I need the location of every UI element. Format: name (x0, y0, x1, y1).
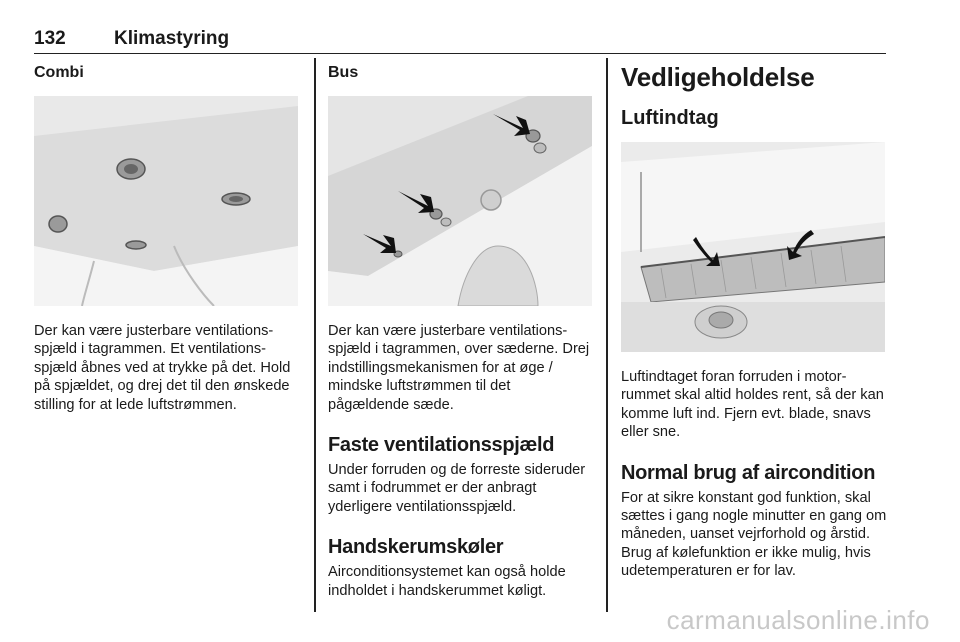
bus-description: Der kan være justerbare ventilationsspjæld i tagrammen, over sæderne. Drej indstillingsmekanismen for at øge / mindske luftstrømmen til det pågældende sæde. (328, 323, 590, 413)
glovebox-cooler-description: Airconditionsystemet kan også holde indholdet i handskerummet køligt. (328, 564, 566, 599)
fixed-vents-description: Under forruden og de forreste sideruder samt i fodrummet er der anbragt yderligere ventilationsspjæld. (328, 462, 586, 515)
column-divider (314, 58, 316, 612)
column-bus (328, 64, 594, 600)
combi-roof-vents-illustration (34, 96, 298, 306)
air-intake-description: Luftindtaget foran forruden i motorrummet skal altid holdes rent, så der kan komme luft ind. Fjern evt. blade, snavs eller sne. (621, 369, 884, 441)
page-header (34, 28, 886, 54)
normal-ac-use-description: For at sikre konstant god funktion, skal sættes i gang nogle minutter en gang om måneden, uanset vejrforhold og årstid. Brug af kølefunktion er ikke mulig, hvis udetemperaturen er for lav. (621, 489, 887, 580)
bus-label: Bus (328, 64, 359, 81)
chapter-title: Klimastyring (114, 28, 230, 49)
section-title-glovebox-cooler: Handskerumskøler (328, 536, 504, 559)
bus-roof-vents-illustration (328, 96, 592, 306)
section-title-normal-ac-use: Normal brug af aircondition (621, 461, 876, 484)
column-maintenance (621, 62, 887, 581)
combi-label: Combi (34, 64, 84, 81)
page-number: 132 (34, 28, 66, 49)
air-intake-illustration (621, 142, 885, 352)
section-title-maintenance: Vedligeholdelse (621, 62, 815, 92)
combi-description: Der kan være justerbare ventilationsspjæld i tagrammen. Et ventilationsspjæld åbnes ved at trykke på det. Hold på spjældet, og drej det til den ønskede stilling for at lede luftstrømmen. (34, 323, 291, 413)
column-divider (606, 58, 608, 612)
section-title-fixed-vents: Faste ventilationsspjæld (328, 434, 555, 457)
subsection-title-air-intake: Luftindtag (621, 107, 719, 129)
column-combi (34, 64, 300, 414)
watermark: carmanualsonline.info (666, 605, 930, 635)
